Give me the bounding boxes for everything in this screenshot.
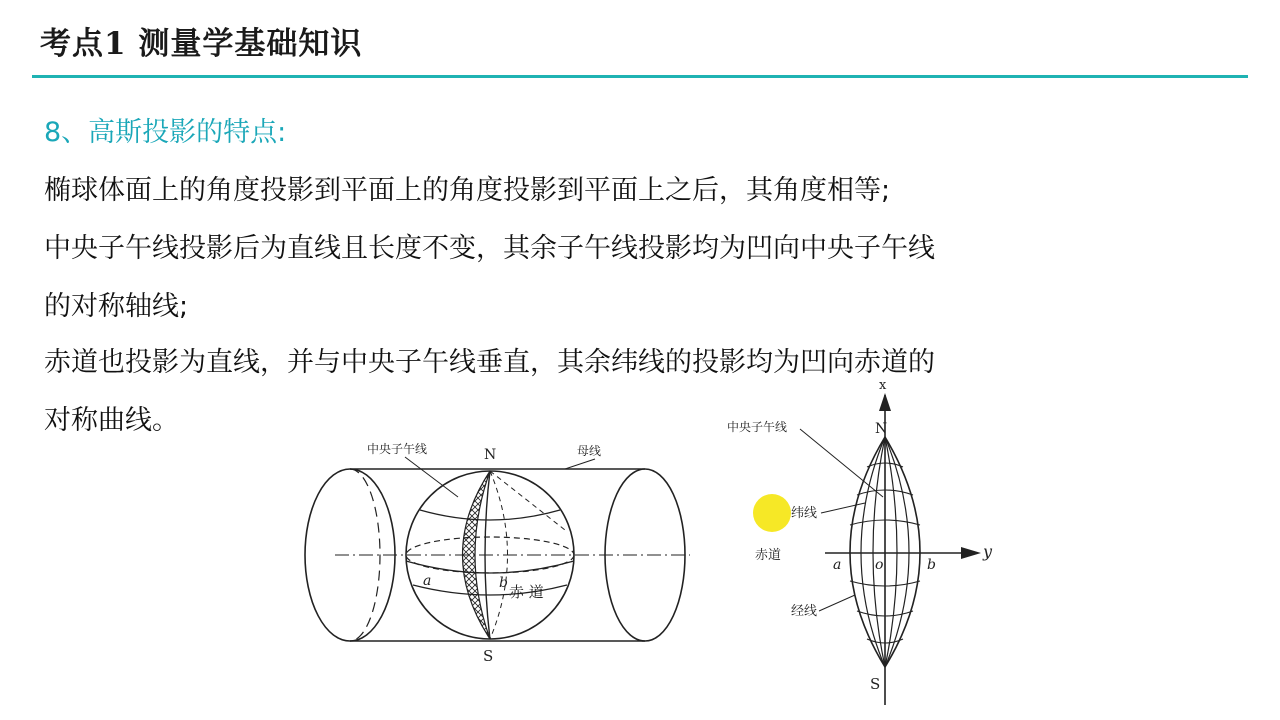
y-axis-arrow: [961, 547, 981, 559]
label-a: a: [833, 557, 842, 573]
label-o: o: [875, 557, 884, 573]
paragraph-line-5: 对称曲线。: [44, 405, 179, 436]
meridian-inner-right: [885, 437, 897, 667]
cylinder-left-end: [305, 469, 395, 641]
label-central-meridian: 中央子午线: [367, 442, 428, 456]
label-central-meridian: 中央子午线: [727, 420, 788, 434]
meridian-outer-left: [850, 437, 885, 667]
meridian-outer-right: [885, 437, 920, 667]
section-heading: 8、高斯投影的特点:: [44, 117, 287, 148]
label-south: S: [870, 675, 881, 693]
label-parallel: 纬线: [791, 506, 818, 521]
meridian-leader: [819, 595, 855, 611]
paragraph-line-3: 的对称轴线;: [44, 291, 189, 322]
label-generatrix: 母线: [577, 444, 602, 458]
sphere-parallel-lower: [413, 585, 567, 595]
paragraph-line-4: 赤道也投影为直线，并与中央子午线垂直，其余纬线的投影均为凹向赤道的: [44, 347, 935, 378]
label-meridian: 经线: [791, 604, 818, 619]
central-meridian-leader: [405, 457, 458, 497]
sphere-equator-solid: [406, 561, 574, 573]
label-b: b: [499, 575, 508, 591]
label-equator: 赤 道: [509, 583, 544, 601]
label-equator: 赤道: [755, 548, 782, 563]
label-north: N: [875, 421, 888, 437]
parallel-leader: [821, 503, 865, 513]
paragraph-line-1: 椭球体面上的角度投影到平面上的角度投影到平面上之后，其角度相等;: [44, 175, 891, 206]
cylinder-projection-diagram: [295, 435, 695, 665]
gauss-projection-plane-diagram: [715, 375, 1015, 715]
pointer-highlight: [753, 494, 791, 532]
sphere-parallel-upper: [420, 510, 560, 520]
meridian-inner-left: [873, 437, 885, 667]
generatrix-leader: [565, 459, 595, 469]
label-north: N: [484, 447, 497, 463]
label-a: a: [423, 573, 432, 589]
label-y: y: [983, 542, 993, 561]
label-b: b: [927, 557, 936, 573]
x-axis-arrow: [879, 393, 891, 411]
label-south: S: [483, 647, 494, 665]
page-title: 考点1 测量学基础知识: [40, 26, 363, 62]
title-underline: [32, 75, 1248, 78]
paragraph-line-2: 中央子午线投影后为直线且长度不变，其余子午线投影均为凹向中央子午线: [44, 233, 935, 264]
label-x: x: [879, 378, 887, 393]
